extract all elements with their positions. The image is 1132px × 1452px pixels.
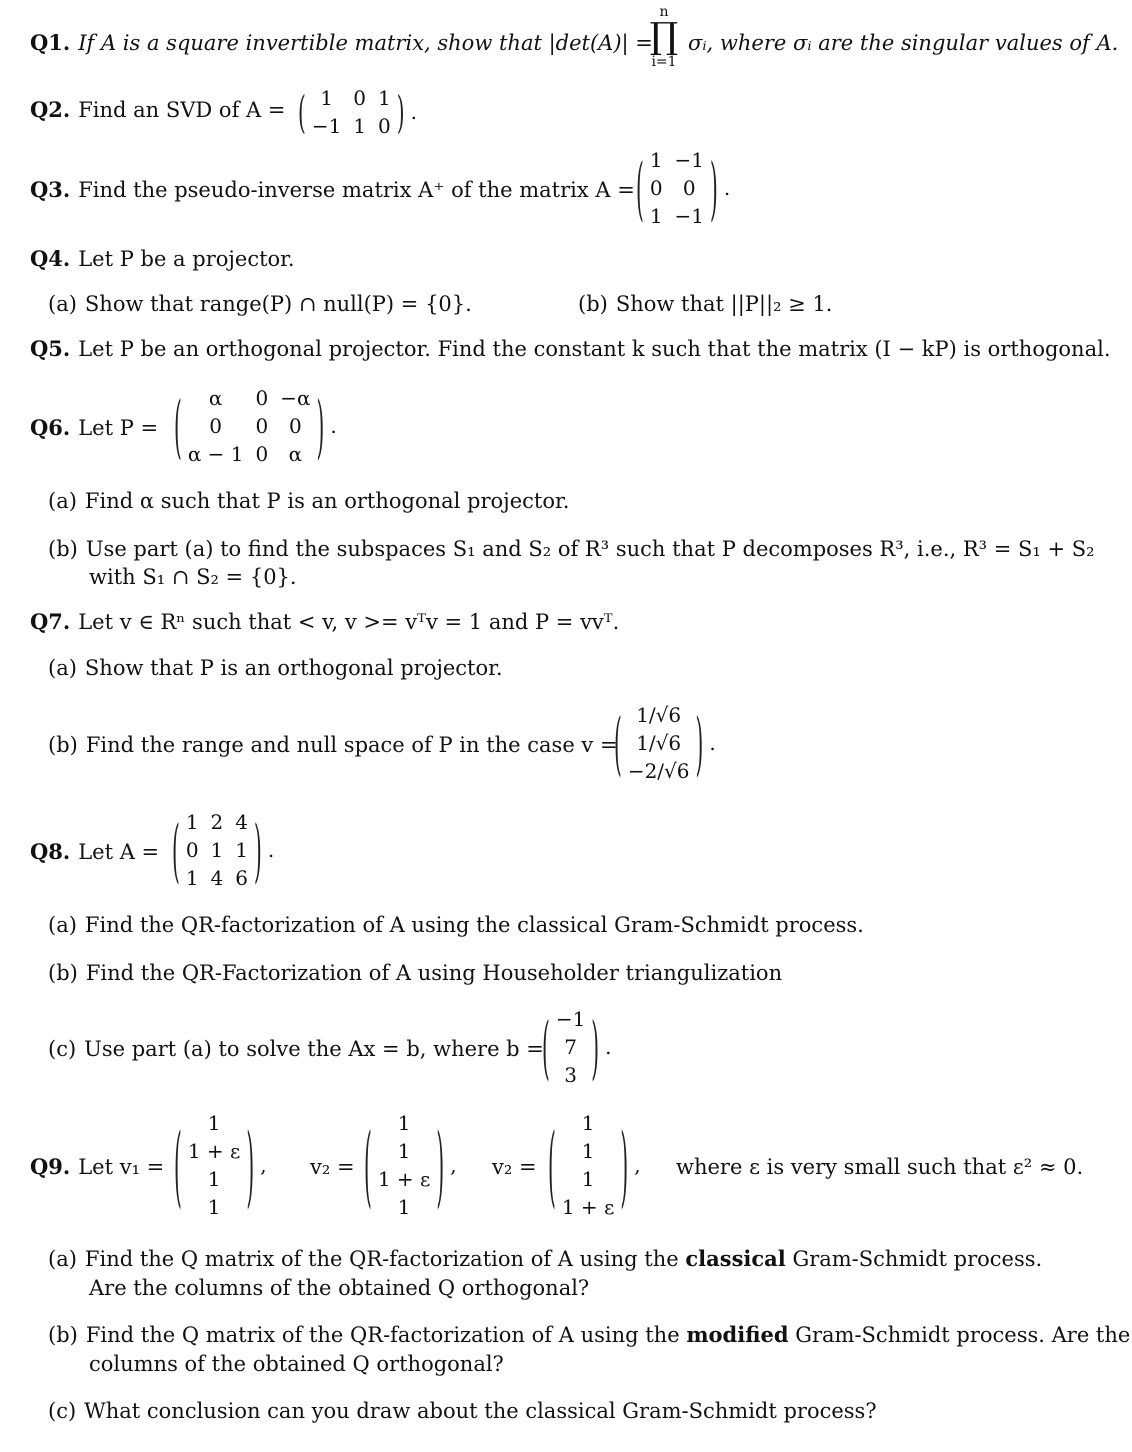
q9-a-bold: classical [685, 1246, 786, 1271]
q9-v3-vector [548, 1109, 641, 1221]
q2-matrix-cell: 0 [353, 86, 367, 110]
q9-a-text-2: Are the columns of the obtained Q orthogonal? [89, 1276, 590, 1300]
q9-v2-vector-cell: 1 + ε [377, 1167, 431, 1191]
q9-b-text-1-post: Gram-Schmidt process. Are the [795, 1323, 1131, 1347]
q3-matrix [636, 146, 730, 230]
q2-matrix-cell: 1 [353, 114, 367, 138]
q6-matrix-cell: 0 [209, 414, 223, 438]
q8-matrix-trailing-punct: . [267, 838, 275, 862]
q3-matrix-left-paren: ( [636, 147, 644, 229]
q3-matrix-cell: 1 [649, 204, 663, 228]
q1-text-before: If A is a square invertible matrix, show that |det(A)| = [78, 31, 653, 55]
q9-v2-vector-cell: 1 [397, 1111, 411, 1135]
q4-a-label: (a) [48, 292, 77, 316]
q9-v1-vector-right-paren: ) [246, 1112, 255, 1218]
q9-v1-vector-cell: 1 [207, 1167, 221, 1191]
q8-matrix-cell: 1 [185, 866, 199, 890]
q4-line [30, 246, 295, 272]
q6-matrix-cell: −α [280, 386, 311, 410]
q7-line [30, 609, 619, 635]
q6-matrix-cell: α [288, 442, 303, 466]
q8-matrix-left-paren: ( [172, 809, 180, 891]
q1-prod-lower: i=1 [651, 54, 677, 70]
q6-text: Let P = [78, 416, 159, 440]
q7-label: Q7. [30, 609, 71, 634]
q4-b-label: (b) [578, 292, 608, 316]
q4-part-a [48, 291, 472, 317]
q9-part-b [48, 1322, 1130, 1348]
q8-line [30, 839, 159, 865]
q9-v2-vector-trailing-punct: , [450, 1153, 457, 1177]
q8-b-vector-cells [550, 1005, 591, 1089]
q9-v2-line [310, 1154, 355, 1180]
q3-matrix-cell: 0 [649, 176, 663, 200]
q9-a-label: (a) [48, 1247, 77, 1271]
q6-a-label: (a) [48, 489, 77, 513]
q6-a-text: Find α such that P is an orthogonal projector. [84, 489, 570, 513]
q9-v1-text: Let v₁ = [78, 1155, 165, 1179]
q8-b-vector-cell: 7 [564, 1035, 577, 1059]
q4-b-text: Show that ||P||₂ ≥ 1. [615, 292, 833, 316]
q9-v3-vector-left-paren: ( [548, 1112, 556, 1218]
q9-b-label: (b) [48, 1323, 78, 1347]
q8-matrix-cell: 4 [235, 810, 249, 834]
q8-part-c [48, 1036, 544, 1062]
q7-vector-trailing-punct: . [709, 731, 716, 755]
q9-v3-vector-cell: 1 [581, 1111, 595, 1135]
q8-matrix-cell: 1 [210, 838, 224, 862]
q1-text-after: σᵢ, where σᵢ are the singular values of A. [688, 31, 1119, 55]
q8-b-vector-right-paren: ) [591, 1006, 600, 1088]
q6-matrix-cell: α [208, 386, 223, 410]
q8-matrix-right-paren: ) [254, 809, 262, 891]
q9-v2-text: v₂ = [310, 1155, 355, 1179]
q7-vector-cell: 1/√6 [636, 731, 682, 755]
q9-b-text-2: columns of the obtained Q orthogonal? [89, 1352, 504, 1376]
q8-c-text: Use part (a) to solve the Ax = b, where b = [84, 1037, 544, 1061]
q7-a-text: Show that P is an orthogonal projector. [84, 656, 503, 680]
q9-v2-vector [364, 1109, 457, 1221]
q2-matrix-cell: 1 [378, 86, 391, 110]
q2-matrix-cells [306, 84, 397, 140]
q6-matrix-trailing-punct: . [330, 414, 337, 438]
q2-matrix-cell: 1 [320, 86, 333, 110]
q9-label: Q9. [30, 1154, 71, 1179]
q8-matrix-cell: 4 [210, 866, 224, 890]
q8-matrix-cell: 0 [185, 838, 199, 862]
q3-line [30, 177, 635, 203]
q1-label: Q1. [30, 30, 71, 55]
q6-matrix-cell: α − 1 [187, 442, 244, 466]
q7-b-text: Find the range and null space of P in the case v = [85, 733, 618, 757]
q6-b-label: (b) [48, 537, 78, 561]
q8-part-b [48, 960, 782, 986]
q3-text: Find the pseudo-inverse matrix A⁺ of the matrix A = [78, 178, 635, 202]
q6-matrix-cell: 0 [255, 442, 269, 466]
q8-b-vector-trailing-punct: . [605, 1035, 612, 1059]
q6-part-a [48, 488, 569, 514]
q7-vector [614, 701, 716, 785]
q8-b-label: (b) [48, 961, 78, 985]
q9-b-bold: modified [686, 1322, 789, 1347]
q9-line [30, 1154, 164, 1180]
q3-label: Q3. [30, 177, 71, 202]
q9-part-b-cont [89, 1351, 504, 1377]
q7-vector-right-paren: ) [695, 702, 704, 784]
q2-matrix-cell: −1 [311, 114, 342, 138]
q9-v3-vector-cell: 1 [581, 1167, 595, 1191]
q9-a-text-1-post: Gram-Schmidt process. [792, 1247, 1043, 1271]
q9-v3-vector-cell: 1 + ε [561, 1195, 615, 1219]
q9-part-c [48, 1398, 877, 1424]
q7-a-label: (a) [48, 656, 77, 680]
q6-part-b [48, 536, 1095, 562]
q6-matrix-left-paren: ( [174, 385, 182, 467]
q9-v1-vector-cell: 1 [207, 1195, 221, 1219]
q6-matrix-cell: 0 [255, 414, 269, 438]
q8-matrix-cells [180, 808, 254, 892]
q9-v1-vector-left-paren: ( [174, 1112, 182, 1218]
q3-matrix-trailing-punct: . [723, 176, 731, 200]
q8-b-vector-left-paren: ( [542, 1006, 550, 1088]
q9-v3-vector-cell: 1 [581, 1139, 595, 1163]
q9-c-text: What conclusion can you draw about the classical Gram-Schmidt process? [84, 1399, 877, 1423]
q6-matrix-right-paren: ) [316, 385, 325, 467]
q3-matrix-cell: 1 [649, 148, 663, 172]
q2-matrix-cell: 0 [378, 114, 391, 138]
q8-c-label: (c) [48, 1037, 77, 1061]
q9-v2-vector-cell: 1 [397, 1195, 411, 1219]
q8-text: Let A = [78, 840, 160, 864]
q9-v2-vector-left-paren: ( [364, 1112, 372, 1218]
q9-v1-vector [174, 1109, 267, 1221]
q6-matrix-cell: 0 [255, 386, 269, 410]
q7-vector-left-paren: ( [614, 702, 622, 784]
q1-line [30, 30, 653, 56]
q3-matrix-cell: −1 [674, 148, 705, 172]
q9-v2-vector-cells [372, 1109, 437, 1221]
q6-line [30, 415, 158, 441]
q8-matrix-cell: 1 [185, 810, 199, 834]
q3-matrix-right-paren: ) [710, 147, 718, 229]
q6-b-text-2: with S₁ ∩ S₂ = {0}. [89, 565, 297, 589]
q8-label: Q8. [30, 839, 71, 864]
q6-label: Q6. [30, 415, 71, 440]
q9-v1-vector-cell: 1 [207, 1111, 221, 1135]
q8-b-vector-cell: −1 [555, 1007, 586, 1031]
q8-b-vector-cell: 3 [564, 1063, 577, 1087]
q4-label: Q4. [30, 246, 71, 271]
q9-b-text-1-pre: Find the Q matrix of the QR-factorization of A using the [85, 1323, 680, 1347]
q4-part-b [578, 291, 832, 317]
q9-v1-vector-trailing-punct: , [260, 1153, 267, 1177]
q8-part-a [48, 912, 864, 938]
q4-a-text: Show that range(P) ∩ null(P) = {0}. [84, 292, 472, 316]
q2-line [30, 97, 285, 123]
q2-label: Q2. [30, 97, 71, 122]
q5-line [30, 336, 1111, 362]
q5-label: Q5. [30, 336, 71, 361]
q3-matrix-cell: 0 [682, 176, 696, 200]
q9-tail-line [676, 1154, 1083, 1180]
q9-v3-vector-trailing-punct: , [634, 1153, 641, 1177]
q7-vector-cells [622, 701, 696, 785]
q9-v3-vector-right-paren: ) [620, 1112, 629, 1218]
q9-c-label: (c) [48, 1399, 77, 1423]
q7-part-b [48, 732, 618, 758]
q3-matrix-cells [644, 146, 710, 230]
q1-line-tail [688, 30, 1118, 56]
q6-part-b-cont [89, 564, 297, 590]
q6-b-text-1: Use part (a) to find the subspaces S₁ and S₂ of R³ such that P decomposes R³, i.e., R³ = S₁ + S₂ [85, 537, 1095, 561]
q8-matrix-cell: 6 [235, 866, 249, 890]
q6-matrix [174, 384, 337, 468]
q8-matrix [172, 808, 274, 892]
q9-part-a [48, 1246, 1042, 1272]
q8-matrix-cell: 2 [210, 810, 224, 834]
q7-vector-cell: 1/√6 [636, 703, 682, 727]
q2-matrix-left-paren: ( [298, 85, 306, 139]
q4-text: Let P be a projector. [78, 247, 295, 271]
q3-matrix-cell: −1 [674, 204, 705, 228]
q8-matrix-cell: 1 [235, 838, 249, 862]
q9-v3-vector-cells [556, 1109, 621, 1221]
q7-part-a [48, 655, 503, 681]
q8-b-text: Find the QR-Factorization of A using Householder triangulization [85, 961, 783, 985]
q6-matrix-cell: 0 [289, 414, 302, 438]
q7-text: Let v ∈ Rⁿ such that < v, v >= vᵀv = 1 and P = vvᵀ. [78, 610, 620, 634]
q2-matrix-right-paren: ) [396, 85, 405, 139]
q1-product [646, 4, 682, 70]
q2-matrix-trailing-punct: . [410, 100, 417, 124]
q8-a-label: (a) [48, 913, 77, 937]
q8-b-vector [542, 1005, 611, 1089]
q1-prod-upper: n [659, 4, 669, 20]
q9-a-text-1-pre: Find the Q matrix of the QR-factorization of A using the [84, 1247, 679, 1271]
q8-a-text: Find the QR-factorization of A using the classical Gram-Schmidt process. [84, 913, 864, 937]
q7-vector-cell: −2/√6 [627, 759, 690, 783]
q9-v2-vector-right-paren: ) [436, 1112, 445, 1218]
q9-v3-line [492, 1154, 537, 1180]
q9-v1-vector-cells [182, 1109, 247, 1221]
q9-tail: where ε is very small such that ε² ≈ 0. [676, 1155, 1084, 1179]
q2-text: Find an SVD of A = [78, 98, 286, 122]
q9-v3-text: v₂ = [492, 1155, 537, 1179]
q9-v2-vector-cell: 1 [397, 1139, 411, 1163]
q7-b-label: (b) [48, 733, 78, 757]
q5-text: Let P be an orthogonal projector. Find the constant k such that the matrix (I − kP) is orthogonal. [78, 337, 1111, 361]
q1-prod-symbol: ∏ [649, 16, 679, 57]
q9-v1-vector-cell: 1 + ε [187, 1139, 241, 1163]
q9-part-a-cont [89, 1275, 589, 1301]
q6-matrix-cells [182, 384, 317, 468]
q2-matrix [298, 84, 417, 140]
